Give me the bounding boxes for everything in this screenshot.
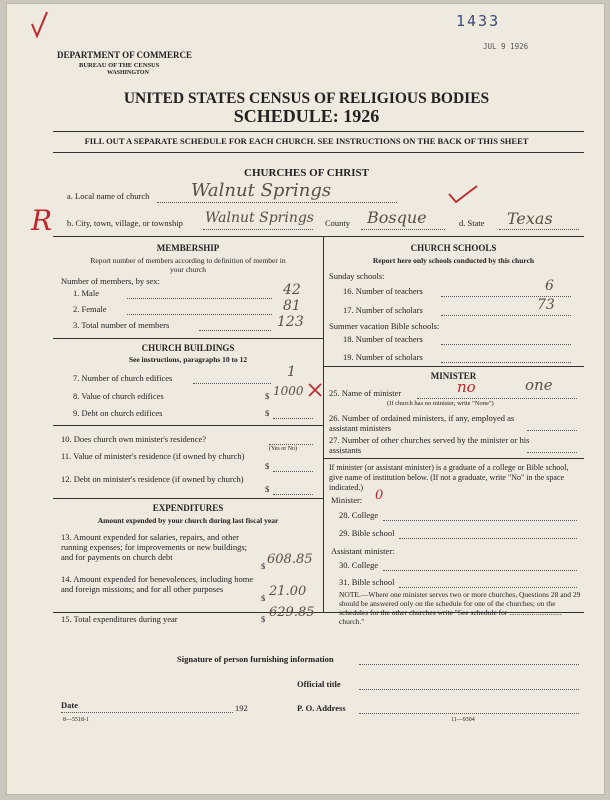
residence-debt-line [273,494,313,495]
total-members-line [199,330,271,331]
minister-heading: MINISTER [430,371,477,381]
summer-scholars-label: 19. Number of scholars [343,352,423,362]
census-schedule-page [6,3,605,795]
form-title: UNITED STATES CENSUS OF RELIGIOUS BODIES [123,90,490,107]
edifice-value-label: 8. Value of church edifices [73,391,164,401]
currency-sign: $ [265,461,270,471]
local-name-value[interactable]: Walnut Springs [191,180,332,201]
other-churches-label: 27. Number of other churches served by the minister or his assistants [329,435,530,455]
minister-name-hint: (If church has no minister, write "None") [387,400,494,407]
summer-scholars-line [441,362,571,363]
date-line [61,712,233,713]
edifice-debt-line [273,418,313,419]
location-label: b. City, town, village, or township [67,218,183,228]
column-divider [323,236,324,612]
official-title-label: Official title [297,679,341,689]
section-divider [53,498,323,499]
bible-31-line [399,587,577,588]
college-28-line [383,520,577,521]
city-name: WASHINGTON [107,70,149,76]
instruction: FILL OUT A SEPARATE SCHEDULE FOR EACH CHURCH. SEE INSTRUCTIONS ON THE BACK OF THIS SHEET [84,136,529,146]
divider [53,152,584,153]
currency-sign: $ [265,391,270,401]
currency-sign: $ [265,408,270,418]
scholars-value[interactable]: 73 [537,297,555,313]
location-value[interactable]: Walnut Springs [205,210,314,226]
county-line [361,229,445,230]
scholars-line [441,315,571,316]
print-number: 11—9304 [451,717,475,723]
residence-line [269,444,313,445]
ordained-label: 26. Number of ordained ministers, if any, employed as assistant ministers [329,413,515,433]
schools-note: Report here only schools conducted by this church [372,256,535,265]
teachers-label: 16. Number of teachers [343,286,423,296]
date-stamp: JUL 9 1926 [483,42,529,51]
expense-15-value[interactable]: 629.85 [269,605,315,620]
summer-teachers-label: 18. Number of teachers [343,334,423,344]
edifice-value[interactable]: 1000 [273,384,304,398]
po-address-label: P. O. Address [297,703,346,713]
section-divider [53,338,323,339]
currency-sign: $ [261,614,266,624]
female-value[interactable]: 81 [283,298,301,314]
expense-13-label: 13. Amount expended for salaries, repairs, and other running expenses; for improvements or new buildings; and for payments on church debt [61,532,248,562]
edifices-line [193,383,271,384]
county-value[interactable]: Bosque [367,208,427,227]
residence-label: 10. Does church own minister's residence? [61,434,207,444]
expense-14-label: 14. Amount expended for benevolences, including home and foreign missions; and for all other purposes [61,574,254,594]
date-label: Date [61,700,78,710]
scholars-label: 17. Number of scholars [343,305,423,315]
schools-heading: CHURCH SCHOOLS [410,243,497,253]
ordained-line [527,430,577,431]
minister-sub-label: Minister: [331,495,363,505]
male-line [127,298,272,299]
other-churches-line [527,452,577,453]
college-30-label: 30. College [339,560,379,570]
edifice-debt-label: 9. Debt on church edifices [73,408,163,418]
minister-name-line [417,398,577,399]
residence-value-label: 11. Value of minister's residence (if owned by church) [61,451,245,461]
minister-footnote: NOTE.—Where one minister serves two or more churches, Questions 28 and 29 should be answered only on the schedule for one of the churches; on the schedules for the other churches write "See schedule for ............................ church." [339,590,581,626]
yes-no-hint: (Yes or No) [269,446,298,452]
currency-sign: $ [265,484,270,494]
currency-sign: $ [261,593,266,603]
residence-debt-label: 12. Debt on minister's residence (if owned by church) [61,474,244,484]
minister-mark: 0 [375,488,384,503]
department-name: DEPARTMENT OF COMMERCE [57,50,193,60]
female-label: 2. Female [73,304,107,314]
teachers-value[interactable]: 6 [545,278,554,294]
minister-name-label: 25. Name of minister [329,388,402,398]
membership-note: Report number of members according to definition of member in your church [90,256,286,274]
divider [53,131,584,132]
summer-teachers-line [441,344,571,345]
signature-label: Signature of person furnishing information [177,654,334,664]
section-divider [323,366,584,367]
college-30-line [383,570,577,571]
expense-13-value[interactable]: 608.85 [267,552,313,567]
bible-29-line [399,538,577,539]
assistant-label: Assistant minister: [331,546,395,556]
check-mark-icon [447,184,479,209]
signature-line [359,664,579,665]
total-members-label: 3. Total number of members [73,320,170,330]
year-label: 192 [235,703,248,713]
state-label: d. State [459,218,485,228]
expenditures-heading: EXPENDITURES [152,503,224,513]
po-address-line [359,713,579,714]
expense-15-label: 15. Total expenditures during year [61,614,178,624]
college-28-label: 28. College [339,510,379,520]
state-value[interactable]: Texas [507,209,553,228]
denomination: CHURCHES OF CHRIST [244,167,369,179]
by-sex-label: Number of members, by sex: [61,276,160,286]
summer-schools-label: Summer vacation Bible schools: [329,321,440,331]
buildings-note: See instructions, paragraphs 10 to 12 [128,355,248,364]
minister-name-value[interactable]: no [457,378,476,396]
currency-sign: $ [261,561,266,571]
section-divider [53,425,323,426]
official-title-line [359,689,579,690]
female-line [127,314,272,315]
male-label: 1. Male [73,288,99,298]
stamp-number: 1433 [456,12,501,30]
local-name-label: a. Local name of church [67,191,150,201]
table-top-border [53,236,584,237]
edifices-value[interactable]: 1 [287,364,296,380]
location-line [203,229,313,230]
county-label: County [325,218,351,228]
total-members-value[interactable]: 123 [277,314,304,330]
local-name-line [157,202,397,203]
buildings-heading: CHURCH BUILDINGS [141,343,235,353]
check-mark-icon [307,382,323,403]
sunday-schools-label: Sunday schools: [329,271,385,281]
bible-29-label: 29. Bible school [339,528,395,538]
expenditures-note: Amount expended by your church during last fiscal year [97,516,279,525]
check-mark-icon [29,10,51,45]
minister-name-value-2[interactable]: one [525,376,553,394]
state-line [499,229,579,230]
membership-heading: MEMBERSHIP [156,243,220,253]
bible-31-label: 31. Bible school [339,577,395,587]
residence-value-line [273,471,313,472]
expense-14-value[interactable]: 21.00 [269,584,307,599]
section-divider [323,458,584,459]
review-letter: R [31,204,53,237]
edifices-label: 7. Number of church edifices [73,373,173,383]
form-number: 8—5518-1 [63,717,89,723]
male-value[interactable]: 42 [283,282,301,298]
form-subtitle: SCHEDULE: 1926 [233,106,380,126]
graduate-note: If minister (or assistant minister) is a graduate of a college or Bible school, give name of institution below. (If not a graduate, write "No" in the space indicated.) [329,463,569,492]
bureau-name: BUREAU OF THE CENSUS [79,62,160,69]
